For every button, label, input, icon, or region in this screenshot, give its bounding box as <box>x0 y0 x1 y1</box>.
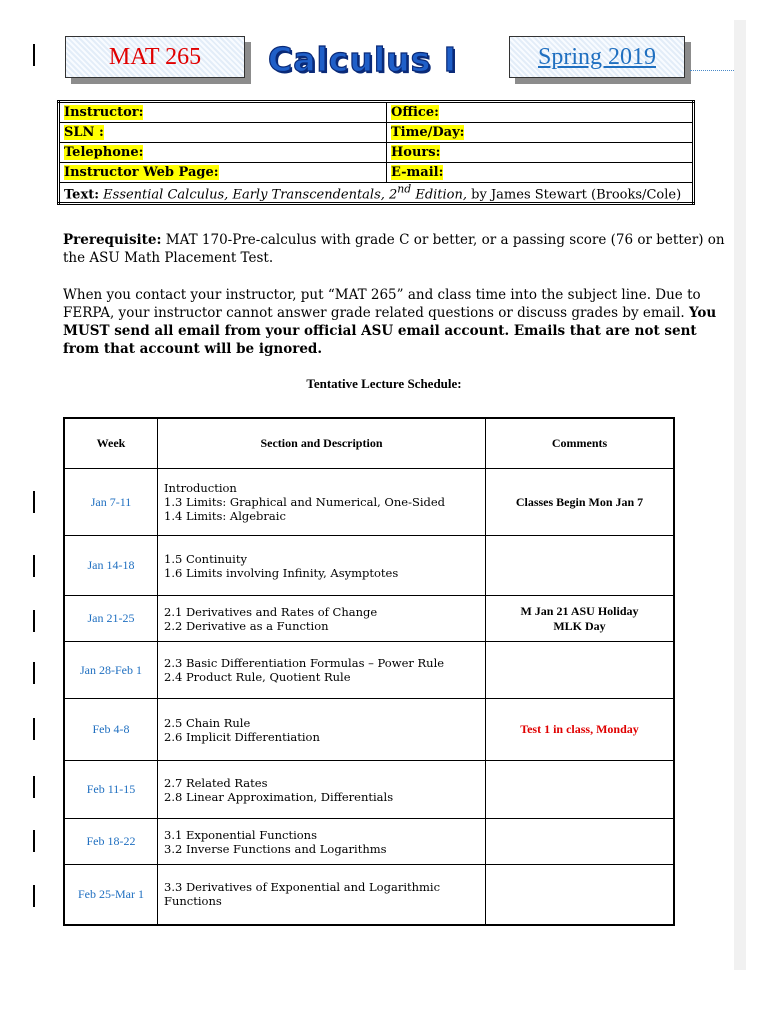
info-cell <box>387 102 694 123</box>
table-header-row <box>64 418 674 469</box>
section-item: 2.3 Basic Differentiation Formulas – Power Rule <box>164 656 445 670</box>
section-cell <box>158 469 486 536</box>
schedule-row <box>64 536 674 596</box>
week-link[interactable]: Feb 25-Mar 1 <box>78 886 144 901</box>
prerequisite-label: Prerequisite: <box>63 232 162 248</box>
week-cell <box>64 642 158 699</box>
week-link[interactable]: Feb 18-22 <box>86 834 136 848</box>
lecture-schedule-table <box>63 417 675 926</box>
comment-cell <box>486 596 675 642</box>
course-code-box <box>65 36 245 78</box>
revision-line <box>690 70 734 71</box>
table-row <box>59 102 694 123</box>
info-cell <box>59 123 387 143</box>
comment-cell <box>486 536 675 596</box>
week-link[interactable]: Jan 7-11 <box>90 494 132 509</box>
section-cell <box>158 536 486 596</box>
schedule-row <box>64 819 674 865</box>
schedule-row <box>64 699 674 761</box>
schedule-row <box>64 761 674 819</box>
term-box <box>509 36 685 78</box>
change-bar <box>33 491 35 513</box>
course-code: MAT 265 <box>108 44 202 70</box>
schedule-body <box>64 469 674 925</box>
section-item: 2.2 Derivative as a Function <box>164 618 329 633</box>
textbook-edition: Edition, <box>411 187 468 203</box>
email-label: E-mail: <box>391 165 444 180</box>
comment-cell <box>486 865 675 925</box>
section-item: 2.1 Derivatives and Rates of Change <box>164 604 378 619</box>
section-cell <box>158 642 486 699</box>
week-cell <box>64 819 158 865</box>
info-cell <box>59 163 387 183</box>
comment-cell <box>486 761 675 819</box>
prerequisite-paragraph <box>63 231 728 267</box>
sln-label: SLN : <box>64 125 104 140</box>
section-item: 1.3 Limits: Graphical and Numerical, One-Sided <box>164 495 446 509</box>
comment-text: Test 1 in class, Monday <box>520 722 639 736</box>
week-cell <box>64 596 158 642</box>
week-cell <box>64 699 158 761</box>
schedule-row <box>64 596 674 642</box>
section-item: 3.3 Derivatives of Exponential and Logarithmic Functions <box>164 880 441 909</box>
section-item: 2.4 Product Rule, Quotient Rule <box>164 670 351 684</box>
week-cell <box>64 761 158 819</box>
comment-text: Classes Begin Mon Jan 7 <box>515 494 644 509</box>
section-item: 2.5 Chain Rule <box>164 715 251 730</box>
section-item: 3.2 Inverse Functions and Logarithms <box>164 841 387 856</box>
info-cell <box>59 143 387 163</box>
week-link[interactable]: Jan 28-Feb 1 <box>80 662 142 677</box>
change-bar <box>33 662 35 684</box>
comment-cell <box>486 469 675 536</box>
info-cell <box>387 163 694 183</box>
textbook-title: Essential Calculus, Early Transcendentals, 2 <box>103 187 398 203</box>
contact-paragraph <box>63 286 728 358</box>
change-bar <box>33 885 35 907</box>
time-day-label: Time/Day: <box>391 125 465 140</box>
textbook-edition-sup: nd <box>397 183 412 196</box>
section-item: 2.6 Implicit Differentiation <box>164 729 320 744</box>
change-bar <box>33 610 35 632</box>
section-item: Introduction <box>164 481 237 495</box>
info-cell <box>387 143 694 163</box>
schedule-row <box>64 469 674 536</box>
comment-cell <box>486 642 675 699</box>
schedule-heading: Tentative Lecture Schedule: <box>306 376 462 391</box>
section-item: 1.4 Limits: Algebraic <box>164 509 286 523</box>
telephone-label: Telephone: <box>64 145 144 160</box>
textbook-label: Text: <box>64 187 100 203</box>
table-row <box>59 123 694 143</box>
section-cell <box>158 819 486 865</box>
column-header-week: Week <box>64 418 158 469</box>
week-cell <box>64 536 158 596</box>
textbook-cell <box>59 183 694 204</box>
change-bar <box>33 830 35 852</box>
change-bar <box>33 718 35 740</box>
week-cell <box>64 865 158 925</box>
week-link[interactable]: Jan 14-18 <box>87 558 135 572</box>
comment-text: M Jan 21 ASU Holiday <box>520 603 639 618</box>
schedule-row <box>64 865 674 925</box>
hours-label: Hours: <box>391 145 441 160</box>
change-bar <box>33 44 35 66</box>
column-header-section: Section and Description <box>158 418 486 469</box>
week-link[interactable]: Feb 4-8 <box>92 722 130 736</box>
textbook-author: by James Stewart (Brooks/Cole) <box>467 187 682 203</box>
section-item: 2.7 Related Rates <box>164 775 268 790</box>
section-cell <box>158 596 486 642</box>
page-scroll-strip <box>734 20 746 970</box>
instructor-info-table <box>57 100 695 205</box>
office-label: Office: <box>391 105 439 120</box>
section-item: 1.6 Limits involving Infinity, Asymptotes <box>164 565 399 580</box>
change-bar <box>33 776 35 798</box>
term-link[interactable]: Spring 2019 <box>537 44 656 70</box>
section-item: 2.8 Linear Approximation, Differentials <box>164 789 394 804</box>
week-link[interactable]: Jan 21-25 <box>87 611 135 625</box>
comment-cell <box>486 819 675 865</box>
table-row <box>59 143 694 163</box>
section-cell <box>158 699 486 761</box>
info-cell <box>59 102 387 123</box>
instructor-label: Instructor: <box>64 105 144 120</box>
web-page-label: Instructor Web Page: <box>64 165 219 180</box>
column-header-comments: Comments <box>486 418 675 469</box>
section-cell <box>158 865 486 925</box>
info-cell <box>387 123 694 143</box>
contact-warning: You MUST send all email from your official ASU email account. Emails that are not sent from that account will be ignored. <box>63 305 717 357</box>
comment-text: MLK Day <box>553 618 606 633</box>
change-bar <box>33 555 35 577</box>
section-cell <box>158 761 486 819</box>
comment-cell <box>486 699 675 761</box>
contact-text: When you contact your instructor, put “MAT 265” and class time into the subject line. Due to FERPA, your instructor cannot answer grade related questions or discuss grades by email. <box>63 287 701 321</box>
section-item: 3.1 Exponential Functions <box>164 827 317 842</box>
week-cell <box>64 469 158 536</box>
course-title: Calculus I <box>268 40 458 79</box>
table-row <box>59 163 694 183</box>
table-row <box>59 183 694 204</box>
section-item: 1.5 Continuity <box>164 551 247 566</box>
prerequisite-text: MAT 170-Pre-calculus with grade C or better, or a passing score (76 or better) on the ASU Math Placement Test. <box>63 232 725 266</box>
week-link[interactable]: Feb 11-15 <box>86 782 136 796</box>
schedule-row <box>64 642 674 699</box>
